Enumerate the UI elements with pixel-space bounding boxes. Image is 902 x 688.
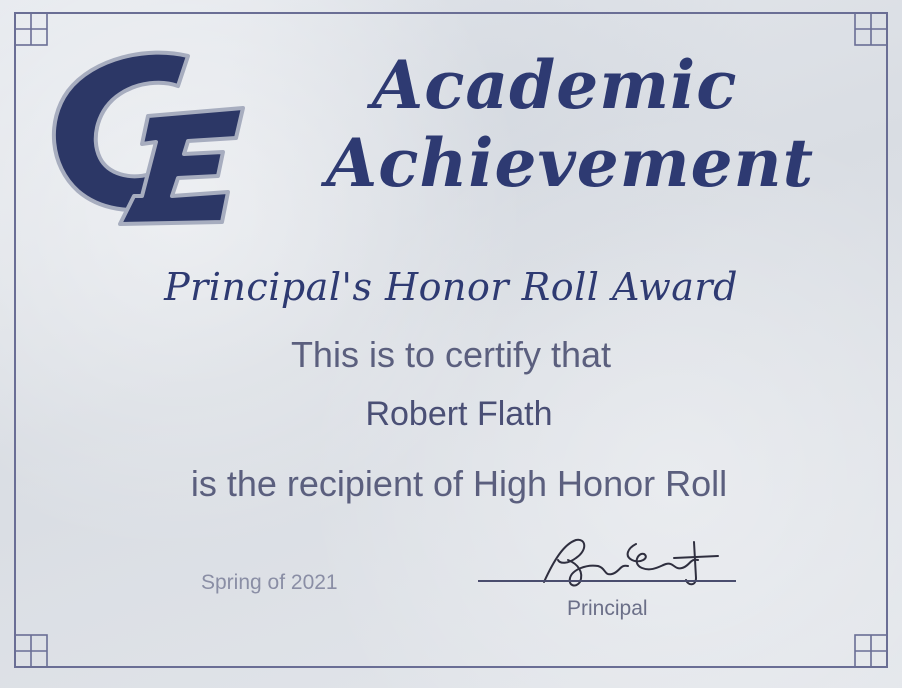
recipient-name: Robert Flath xyxy=(365,395,553,433)
award-title: Principal's Honor Roll Award xyxy=(164,265,738,309)
corner-ornament-bottom-left xyxy=(14,634,48,668)
signature-label: Principal xyxy=(567,597,648,620)
signature-line xyxy=(478,580,736,582)
border-bottom xyxy=(14,666,888,668)
school-logo xyxy=(38,46,248,226)
award-term: Spring of 2021 xyxy=(201,571,338,594)
border-top xyxy=(14,12,888,14)
corner-ornament-top-left xyxy=(14,12,48,46)
principal-signature xyxy=(524,530,724,592)
corner-ornament-bottom-right xyxy=(854,634,888,668)
corner-ornament-top-right xyxy=(854,12,888,46)
honor-statement: is the recipient of High Honor Roll xyxy=(190,463,728,504)
certificate-title-line-2: Achievement xyxy=(326,124,815,202)
certificate-title-line-1: Academic xyxy=(372,46,738,124)
certify-statement: This is to certify that xyxy=(290,334,612,375)
